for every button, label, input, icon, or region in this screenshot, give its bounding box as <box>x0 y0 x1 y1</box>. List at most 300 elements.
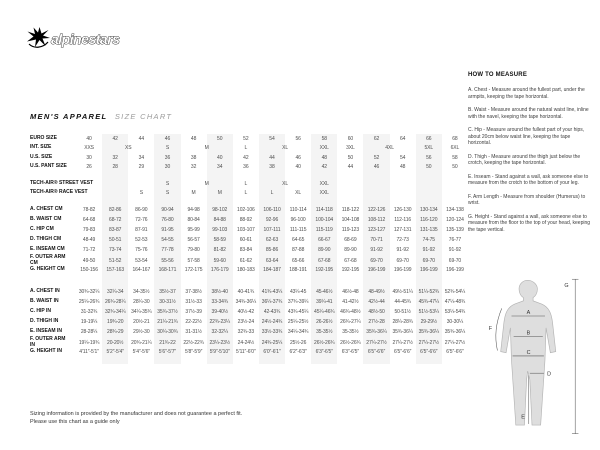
size-cell: 26-26½ <box>316 319 333 325</box>
size-cell: 41-42½ <box>342 299 359 305</box>
size-cell: 57-58 <box>187 257 200 264</box>
size-cell: 34¼-35¾ <box>131 309 152 315</box>
size-cell: 126-130 <box>393 207 412 213</box>
size-cell: M <box>204 145 209 152</box>
size-cell: 83-87 <box>109 227 122 233</box>
size-cell: 46 <box>373 164 380 171</box>
size-cell: 36¼-37¾ <box>261 299 283 305</box>
size-cell: 5′11″-6′0″ <box>236 349 256 355</box>
size-cell: 76-80 <box>161 217 174 223</box>
table-row <box>30 179 468 189</box>
size-cell: 42 <box>112 135 118 142</box>
size-cell: 68-72 <box>109 217 122 223</box>
size-cell: 67-68 <box>318 257 331 264</box>
size-cell: 52 <box>243 135 249 142</box>
row-label-line2: CM <box>30 259 38 266</box>
page-title-secondary: SIZE CHART <box>114 112 173 121</box>
size-cell: 19-19¼ <box>80 319 98 325</box>
size-cell: 44 <box>269 154 275 161</box>
size-cell: M <box>191 190 196 197</box>
size-cell: 127-131 <box>393 227 412 233</box>
size-cell: 43¾-45¼ <box>287 309 309 315</box>
size-cell: 48-49 <box>82 237 96 243</box>
size-cell: 48 <box>399 164 406 171</box>
size-cell: 50-51 <box>109 237 122 243</box>
size-cell: 20¾-21¼ <box>131 339 152 346</box>
size-cell: 31-31½ <box>185 329 202 335</box>
size-cell: 115-119 <box>315 227 333 233</box>
size-cell: 3XL <box>346 145 355 152</box>
size-cell: 24½-24¾ <box>261 319 283 325</box>
size-cell: 91-92 <box>422 247 435 253</box>
size-cell: 37¾-39¼ <box>287 299 309 305</box>
size-cell: M <box>204 180 209 187</box>
size-cell: 56 <box>295 135 301 142</box>
size-cell: 27¼-27½ <box>418 339 439 346</box>
size-cell: L <box>244 145 248 152</box>
row-label: C. HIP CM <box>30 226 54 233</box>
row-label: B. WAIST IN <box>30 298 59 305</box>
size-cell: 37½-39 <box>185 309 202 315</box>
size-cell: 188-191 <box>289 267 307 273</box>
size-cell: 63-64 <box>265 257 279 264</box>
size-cell: XL <box>295 190 302 197</box>
size-cell: 123-127 <box>367 227 386 233</box>
table-section-sizes <box>30 134 468 172</box>
size-cell: 47¼-48¾ <box>444 299 466 305</box>
size-cell: 26½-26¾ <box>340 339 361 346</box>
size-cell: 46 <box>164 135 171 142</box>
table-row <box>30 153 468 163</box>
size-cell: S <box>165 190 170 197</box>
arm-line <box>496 308 502 350</box>
row-label: D. THIGH IN <box>30 318 59 325</box>
page-title <box>30 112 172 121</box>
table-row <box>30 317 468 327</box>
size-cell: 67-68 <box>344 257 357 264</box>
size-cell: 84-88 <box>213 217 226 223</box>
size-cell: 24-24½ <box>237 339 255 346</box>
size-cell: 69-70 <box>422 257 435 264</box>
size-cell: 81-82 <box>213 247 226 253</box>
row-label: D. THIGH CM <box>30 236 62 243</box>
size-cell: 110-114 <box>289 207 307 213</box>
size-cell: 92-96 <box>265 217 279 223</box>
size-cell: 58 <box>452 154 458 161</box>
size-cell: 106-110 <box>263 207 281 213</box>
size-cell: 6′5″-6′6″ <box>394 349 412 355</box>
size-cell: 44 <box>138 135 145 142</box>
size-cell: 48½-50 <box>368 309 385 315</box>
measure-instruction: A. Chest - Measure around the fullest part, under the armpits, keeping the tape horizontal. <box>468 87 585 100</box>
size-cell: L <box>244 180 248 187</box>
table-row <box>30 245 468 255</box>
size-cell: 122-126 <box>367 207 386 213</box>
size-cell: 39¼-41 <box>316 299 333 305</box>
size-cell: 60 <box>347 135 354 142</box>
row-label: U.S. SIZE <box>30 153 53 160</box>
size-cell: 22½-22¾ <box>183 339 204 346</box>
table-row <box>30 205 468 215</box>
size-cell: 28¼-28¾ <box>392 319 413 325</box>
table-row <box>30 189 468 199</box>
size-cell: 60-61 <box>239 237 252 243</box>
size-cell: 35½-37 <box>159 289 176 295</box>
size-cell: 6′2″-6′3″ <box>289 349 307 355</box>
size-cell: 196-199 <box>446 267 464 273</box>
size-cell: 62-63 <box>265 237 279 243</box>
size-cell: 59-60 <box>213 257 226 264</box>
alpinestars-logo-graphic <box>26 26 144 51</box>
size-cell: 28-28¼ <box>80 329 98 335</box>
size-cell: 32 <box>190 164 197 171</box>
size-cell: 26½-26¾ <box>314 339 335 346</box>
measure-instruction: E. Inseam - Stand against a wall, ask someone else to measure from the crotch to the bottom of your leg. <box>468 173 589 186</box>
size-cell: 184-187 <box>263 267 281 273</box>
size-cell: 157-163 <box>106 267 125 273</box>
size-cell: 91-92 <box>448 247 462 253</box>
row-label: G. HEIGHT CM <box>30 266 65 273</box>
size-cell: 27¼-27½ <box>366 339 387 346</box>
size-cell: 87-91 <box>135 227 148 233</box>
size-cell: 116-120 <box>420 217 438 223</box>
size-cell: 30-30¼ <box>446 319 464 325</box>
size-cell: L <box>270 190 274 197</box>
row-label: B. WAIST CM <box>30 216 62 223</box>
size-cell: 50 <box>347 154 354 161</box>
size-cell: 96-100 <box>290 217 306 223</box>
size-cell: 50-51½ <box>394 309 411 315</box>
row-label: TECH-AIR® RACE VEST <box>30 189 88 196</box>
page-title-primary: MEN'S APPAREL <box>30 112 108 121</box>
table-row <box>30 215 468 225</box>
size-cell: S <box>139 190 143 197</box>
size-cell: 26¾-28¼ <box>104 299 126 305</box>
size-cell: 28¼-30 <box>133 299 150 305</box>
size-cell: 104-108 <box>341 217 360 223</box>
size-cell: 107-111 <box>263 227 281 233</box>
size-cell: 34¼-34¾ <box>287 329 309 335</box>
size-cell: 45-46½ <box>316 289 333 295</box>
size-cell: 55-56 <box>161 257 174 264</box>
size-cell: 100-104 <box>315 217 334 223</box>
size-cell: 35¾-36¼ <box>418 329 439 335</box>
size-cell: 25½-26 <box>289 339 307 346</box>
label-hip: C <box>526 349 531 356</box>
size-cell: 32 <box>112 154 118 161</box>
size-cell: 64-65 <box>291 237 305 243</box>
size-cell: 20-20½ <box>107 339 124 346</box>
row-label: TECH-AIR® STREET VEST <box>30 179 94 186</box>
size-cell: 35¾-36¼ <box>444 329 466 335</box>
size-cell: 172-175 <box>184 267 203 273</box>
size-cell: 34 <box>138 154 145 161</box>
row-label: INT. SIZE <box>30 144 52 151</box>
row-label: E. INSEAM IN <box>30 328 62 335</box>
size-cell: XXL <box>319 145 329 152</box>
size-cell: 102-106 <box>237 207 255 213</box>
size-cell: 5′9″-5′10″ <box>209 349 230 355</box>
size-cell: 5′4″-5′6″ <box>132 349 150 355</box>
logo-text: alpinestars <box>51 31 120 47</box>
size-cell: 69-70 <box>370 257 383 264</box>
size-cell: 30 <box>86 154 92 161</box>
size-cell: 180-183 <box>237 267 255 273</box>
size-cell: 53-54 <box>135 257 148 264</box>
size-cell: 50 <box>426 164 432 171</box>
size-cell: 134-138 <box>446 207 464 213</box>
row-label: A. CHEST CM <box>30 206 63 213</box>
size-cell: 43¼-45 <box>289 289 307 295</box>
label-arm: F <box>488 326 493 332</box>
size-cell: 5XL <box>424 145 434 152</box>
size-cell: XXL <box>319 190 329 197</box>
size-cell: 77-78 <box>161 247 174 253</box>
size-cell: 99-103 <box>212 227 228 233</box>
size-cell: 65-66 <box>291 257 305 264</box>
size-cell: 56 <box>426 154 432 161</box>
size-cell: 88-92 <box>239 217 252 223</box>
size-cell: 54 <box>399 154 406 161</box>
size-cell: 119-123 <box>341 227 360 233</box>
size-cell: 70-71 <box>370 237 383 243</box>
size-cell: 46½-48 <box>342 289 359 295</box>
size-cell: 85-86 <box>265 247 279 253</box>
size-cell: 45¾-47¼ <box>418 299 439 305</box>
size-cell: 27¼-27½ <box>444 339 466 346</box>
size-cell: 90-94 <box>161 207 174 213</box>
table-row <box>30 287 468 297</box>
size-cell: 42 <box>321 164 327 171</box>
size-cell: 42-43¾ <box>263 309 281 315</box>
size-cell: L <box>244 190 248 197</box>
size-cell: 196-199 <box>367 267 386 273</box>
size-cell: 28¾-29 <box>107 329 124 335</box>
size-cell: 30¾-32¼ <box>78 289 100 295</box>
size-cell: 150-156 <box>80 267 98 273</box>
table-row <box>30 144 468 154</box>
size-cell: 35-35½ <box>316 329 333 335</box>
row-label: E. INSEAM CM <box>30 246 65 253</box>
size-cell: 28 <box>112 164 118 171</box>
size-cell: 32¾-34¼ <box>104 309 126 315</box>
size-cell: 30¼-30¾ <box>157 329 178 335</box>
size-cell: 79-83 <box>82 227 96 233</box>
table-section-techair <box>30 179 468 198</box>
size-cell: 5′6″-5′7″ <box>158 349 177 355</box>
size-cell: 118-122 <box>341 207 360 213</box>
size-cell: 36 <box>164 154 171 161</box>
size-cell: 23¼-23½ <box>209 339 230 346</box>
size-cell: 62 <box>373 135 380 142</box>
table-row <box>30 307 468 317</box>
table-row <box>30 265 468 275</box>
size-cell: 75-76 <box>135 247 148 253</box>
size-cell: 40-41¾ <box>237 289 255 295</box>
size-cell: 192-195 <box>341 267 360 273</box>
size-cell: 50 <box>452 164 458 171</box>
size-cell: 19¼-19¾ <box>78 339 100 346</box>
table-row <box>30 235 468 245</box>
size-cell: 56-57 <box>187 237 200 243</box>
size-cell: 48 <box>190 135 197 142</box>
size-cell: 20½-21 <box>133 319 150 325</box>
row-label: U.S. PANT SIZE <box>30 163 67 170</box>
size-cell: 52 <box>373 154 380 161</box>
size-cell: 50 <box>217 135 223 142</box>
table-row <box>30 337 468 347</box>
size-cell: 79-80 <box>187 247 200 253</box>
size-cell: 78-82 <box>82 207 96 213</box>
size-cell: 4′11″-5′1″ <box>79 349 99 355</box>
alpinestars-logo <box>26 26 144 56</box>
size-cell: 22-22½ <box>185 319 202 325</box>
label-waist: B <box>526 330 531 337</box>
size-cell: 40 <box>217 154 223 161</box>
body-figure-graphic <box>478 276 586 438</box>
size-cell: 73-74 <box>109 247 122 253</box>
size-cell: 91-95 <box>161 227 174 233</box>
size-cell: 38½-40 <box>211 289 228 295</box>
size-cell: 71-72 <box>82 247 96 253</box>
size-cell: 98-102 <box>212 207 228 213</box>
size-cell: 68 <box>452 135 458 142</box>
size-cell: 131-135 <box>419 227 438 233</box>
size-cell: 54-55 <box>161 237 174 243</box>
size-cell: 46 <box>295 154 301 161</box>
label-thigh: D <box>547 371 552 378</box>
footer-line-2: Please use this chart as a guide only <box>30 418 120 425</box>
size-cell: 23½-24 <box>237 319 255 325</box>
size-cell: 72-76 <box>135 217 148 223</box>
size-cell: 91-92 <box>370 247 383 253</box>
size-cell: 114-118 <box>315 207 333 213</box>
size-cell: 6′3″-6′5″ <box>315 349 333 355</box>
size-cell: 42½-44 <box>368 299 385 305</box>
size-cell: 111-115 <box>289 227 307 233</box>
size-cell: 40 <box>295 164 301 171</box>
size-cell: 91-92 <box>396 247 409 253</box>
table-section-cm <box>30 205 468 275</box>
row-label-line2: IN <box>30 341 35 348</box>
size-cell: 64-68 <box>82 217 96 223</box>
size-cell: 25¼-25½ <box>287 319 309 325</box>
size-cell: 120-124 <box>446 217 464 223</box>
size-cell: 41¾-43¼ <box>261 289 283 295</box>
star-swoosh <box>29 42 48 47</box>
size-cell: 26¾-27¼ <box>340 319 361 325</box>
size-cell: 51-52 <box>109 257 122 264</box>
size-cell: 52-53 <box>135 237 148 243</box>
size-cell: 196-199 <box>393 267 412 273</box>
row-label: C. HIP IN <box>30 308 52 315</box>
size-cell: 35¾-36¼ <box>366 329 387 335</box>
size-cell: 39-40½ <box>211 309 228 315</box>
row-label: F. OUTER ARM IN <box>30 337 76 349</box>
size-cell: 6′5″-6′6″ <box>446 349 464 355</box>
size-cell: 29 <box>138 164 145 171</box>
size-cell: 46¾-48½ <box>340 309 361 315</box>
size-cell: XL <box>282 180 289 187</box>
size-cell: 58 <box>321 135 327 142</box>
size-cell: 6′3″-6′5″ <box>341 349 360 355</box>
size-cell: XS <box>125 145 132 152</box>
footer-line-1: Sizing information is provided by the manufacturer and does not guarantee a perfect fit. <box>30 411 243 417</box>
how-to-measure-list <box>468 87 592 233</box>
label-chest: A <box>526 309 531 316</box>
size-cell: 48 <box>321 154 327 161</box>
size-cell: 54 <box>269 135 275 142</box>
size-cell: 25¼-26¾ <box>78 299 100 305</box>
size-cell: 58-59 <box>213 237 226 243</box>
how-to-measure-title: HOW TO MEASURE <box>468 72 528 78</box>
size-cell: 61-62 <box>239 257 252 264</box>
table-row <box>30 297 468 307</box>
row-label: F. OUTER ARM CM <box>30 255 76 267</box>
size-cell: 21¾-22 <box>159 339 176 346</box>
size-cell: 4XL <box>385 145 394 152</box>
size-cell: 33½-33¾ <box>261 329 283 335</box>
size-cell: 196-199 <box>419 267 438 273</box>
size-cell: 164-167 <box>132 267 151 273</box>
size-cell: 52¾-54¼ <box>444 289 466 295</box>
size-cell: 30-31½ <box>159 299 176 305</box>
size-cell: 37-38½ <box>185 289 202 295</box>
size-cell: XL <box>282 145 289 152</box>
size-cell: 35-35½ <box>342 329 359 335</box>
size-cell: 168-171 <box>158 267 177 273</box>
table-row <box>30 225 468 235</box>
body-figure <box>478 276 586 438</box>
size-cell: 66-67 <box>318 237 331 243</box>
size-cell: 33-34¾ <box>211 299 228 305</box>
measure-instruction: G. Height - Stand against a wall, ask someone else to measure from the floor to the top of your head, keeping the tape vertical. <box>468 213 591 233</box>
size-cell: 32¼-34 <box>107 289 124 295</box>
size-cell: 6XL <box>450 145 460 152</box>
size-cell: 32-32¼ <box>211 329 228 335</box>
size-cell: 42 <box>243 154 249 161</box>
label-inseam: E <box>521 414 525 421</box>
size-cell: 30 <box>164 164 171 171</box>
size-cell: 22¾-23¼ <box>209 319 230 325</box>
size-cell: 44 <box>347 164 354 171</box>
size-cell: M <box>217 190 222 197</box>
size-cell: 6′5″-6′6″ <box>420 349 438 355</box>
size-cell: 66 <box>426 135 432 142</box>
size-cell: 94-98 <box>187 207 200 213</box>
size-cell: 40½-42 <box>237 309 255 315</box>
size-cell: 48-49½ <box>368 289 385 295</box>
size-cell: 6′5″-6′6″ <box>367 349 386 355</box>
size-cell: 103-107 <box>237 227 255 233</box>
size-cell: 51½-53¼ <box>418 309 439 315</box>
size-cell: 38 <box>269 164 275 171</box>
size-cell: 69-70 <box>396 257 409 264</box>
size-cell: 27¼-27½ <box>392 339 413 346</box>
table-row <box>30 347 468 357</box>
size-cell: 31½-33 <box>185 299 202 305</box>
size-cell: 49½-51¼ <box>392 289 413 295</box>
size-cell: 53¼-54¾ <box>444 309 466 315</box>
size-cell: 36 <box>243 164 249 171</box>
table-section-in <box>30 287 468 357</box>
size-cell: 29-29½ <box>420 319 437 325</box>
size-cell: 24¾-25¼ <box>261 339 283 346</box>
size-cell: 68-69 <box>344 237 357 243</box>
size-cell: 38 <box>190 154 197 161</box>
size-cell: 5′8″-5′9″ <box>184 349 203 355</box>
size-cell: 5′2″-5′4″ <box>106 349 124 355</box>
